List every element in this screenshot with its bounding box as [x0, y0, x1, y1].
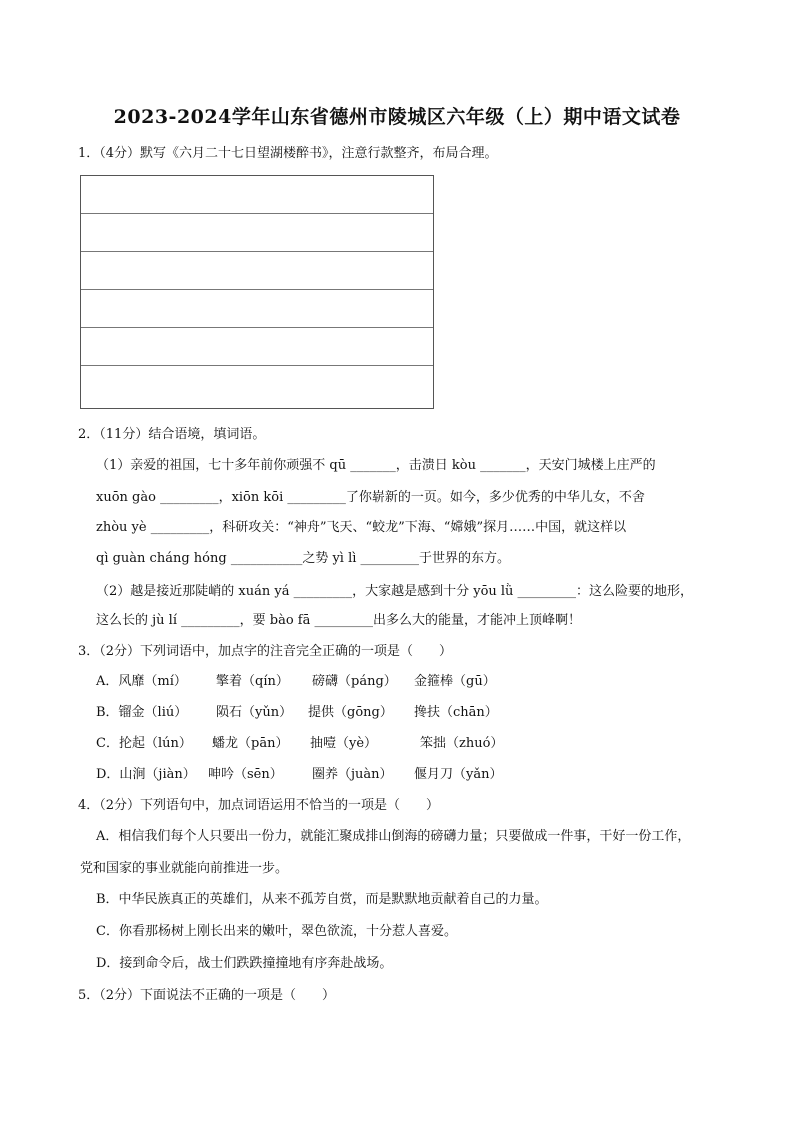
option-c-2: 蟠龙（pān）	[212, 736, 289, 751]
question-2-part1-line2: xuōn gào _________，xiōn kōi _________了你崭新的一页。如今，多少优秀的中华儿女，不舍	[96, 490, 645, 505]
option-a-3: 磅礴（páng）	[312, 674, 397, 689]
question-2: 2．（11分）结合语境，填词语。	[78, 427, 266, 442]
option-d-4: 偃月刀（yǎn）	[414, 767, 503, 782]
question-3: 3．（2分）下列词语中，加点字的注音完全正确的一项是（ ）	[78, 644, 453, 659]
question-5: 5．（2分）下面说法不正确的一项是（ ）	[78, 988, 336, 1003]
option-d-1: D．山涧（jiàn）	[96, 767, 196, 782]
writing-grid-row[interactable]	[81, 328, 433, 366]
page-title: 2023-2024学年山东省德州市陵城区六年级（上）期中语文试卷	[113, 106, 681, 128]
question-2-part2-line2: 这么长的 jù lí _________，要 bào fā _________出多么大的能量，才能冲上顶峰啊！	[96, 613, 581, 628]
option-b-3: 提供（gōng）	[308, 705, 393, 720]
option-b-2: 陨石（yǔn）	[216, 705, 293, 720]
option-a-2: 擎着（qín）	[216, 674, 289, 689]
question-4-option-c: C．你看那杨树上刚长出来的嫩叶，翠色欲流，十分惹人喜爱。	[96, 924, 457, 939]
question-2-part1-line4: qì guàn cháng hóng ___________之势 yì lì _________于世界的东方。	[96, 551, 511, 566]
writing-grid[interactable]	[80, 175, 434, 409]
writing-grid-row[interactable]	[81, 290, 433, 328]
option-b-4: 搀扶（chān）	[414, 705, 498, 720]
question-2-part1-line3: zhòu yè _________，科研攻关：“神舟”飞天、“蛟龙”下海、“嫦娥”探月……中国，就这样以	[96, 520, 627, 535]
writing-grid-row[interactable]	[81, 366, 433, 404]
question-4-option-b: B．中华民族真正的英雄们，从来不孤芳自赏，而是默默地贡献着自己的力量。	[96, 892, 548, 907]
question-4-option-d: D．接到命令后，战士们跌跌撞撞地有序奔赴战场。	[96, 956, 393, 971]
option-c-1: C．抡起（lún）	[96, 736, 192, 751]
option-a-1: A．风靡（mí）	[96, 674, 187, 689]
question-2-part2-line1: （2）越是接近那陡峭的 xuán yá _________，大家越是感到十分 yōu lǜ _________：这么险要的地形，	[96, 584, 694, 599]
question-2-part1-line1: （1）亲爱的祖国，七十多年前你顽强不 qū _______，击溃日 kòu _______，天安门城楼上庄严的	[96, 458, 656, 473]
question-4-option-a-line2: 党和国家的事业就能向前推进一步。	[80, 861, 289, 876]
question-4: 4．（2分）下列语句中，加点词语运用不恰当的一项是（ ）	[78, 798, 440, 813]
writing-grid-row[interactable]	[81, 252, 433, 290]
question-1: 1．（4分）默写《六月二十七日望湖楼醉书》，注意行款整齐，布局合理。	[78, 146, 498, 161]
writing-grid-row[interactable]	[81, 214, 433, 252]
option-b-1: B．镏金（liú）	[96, 705, 188, 720]
option-c-3: 抽噎（yè）	[310, 736, 378, 751]
option-c-4: 笨拙（zhuó）	[420, 736, 504, 751]
option-a-4: 金箍棒（gū）	[414, 674, 496, 689]
option-d-2: 呻吟（sēn）	[208, 767, 283, 782]
option-d-3: 圈养（juàn）	[312, 767, 393, 782]
writing-grid-row[interactable]	[81, 176, 433, 214]
question-4-option-a-line1: A．相信我们每个人只要出一份力，就能汇聚成排山倒海的磅礴力量；只要做成一件事，干好一份工作，	[96, 829, 691, 844]
